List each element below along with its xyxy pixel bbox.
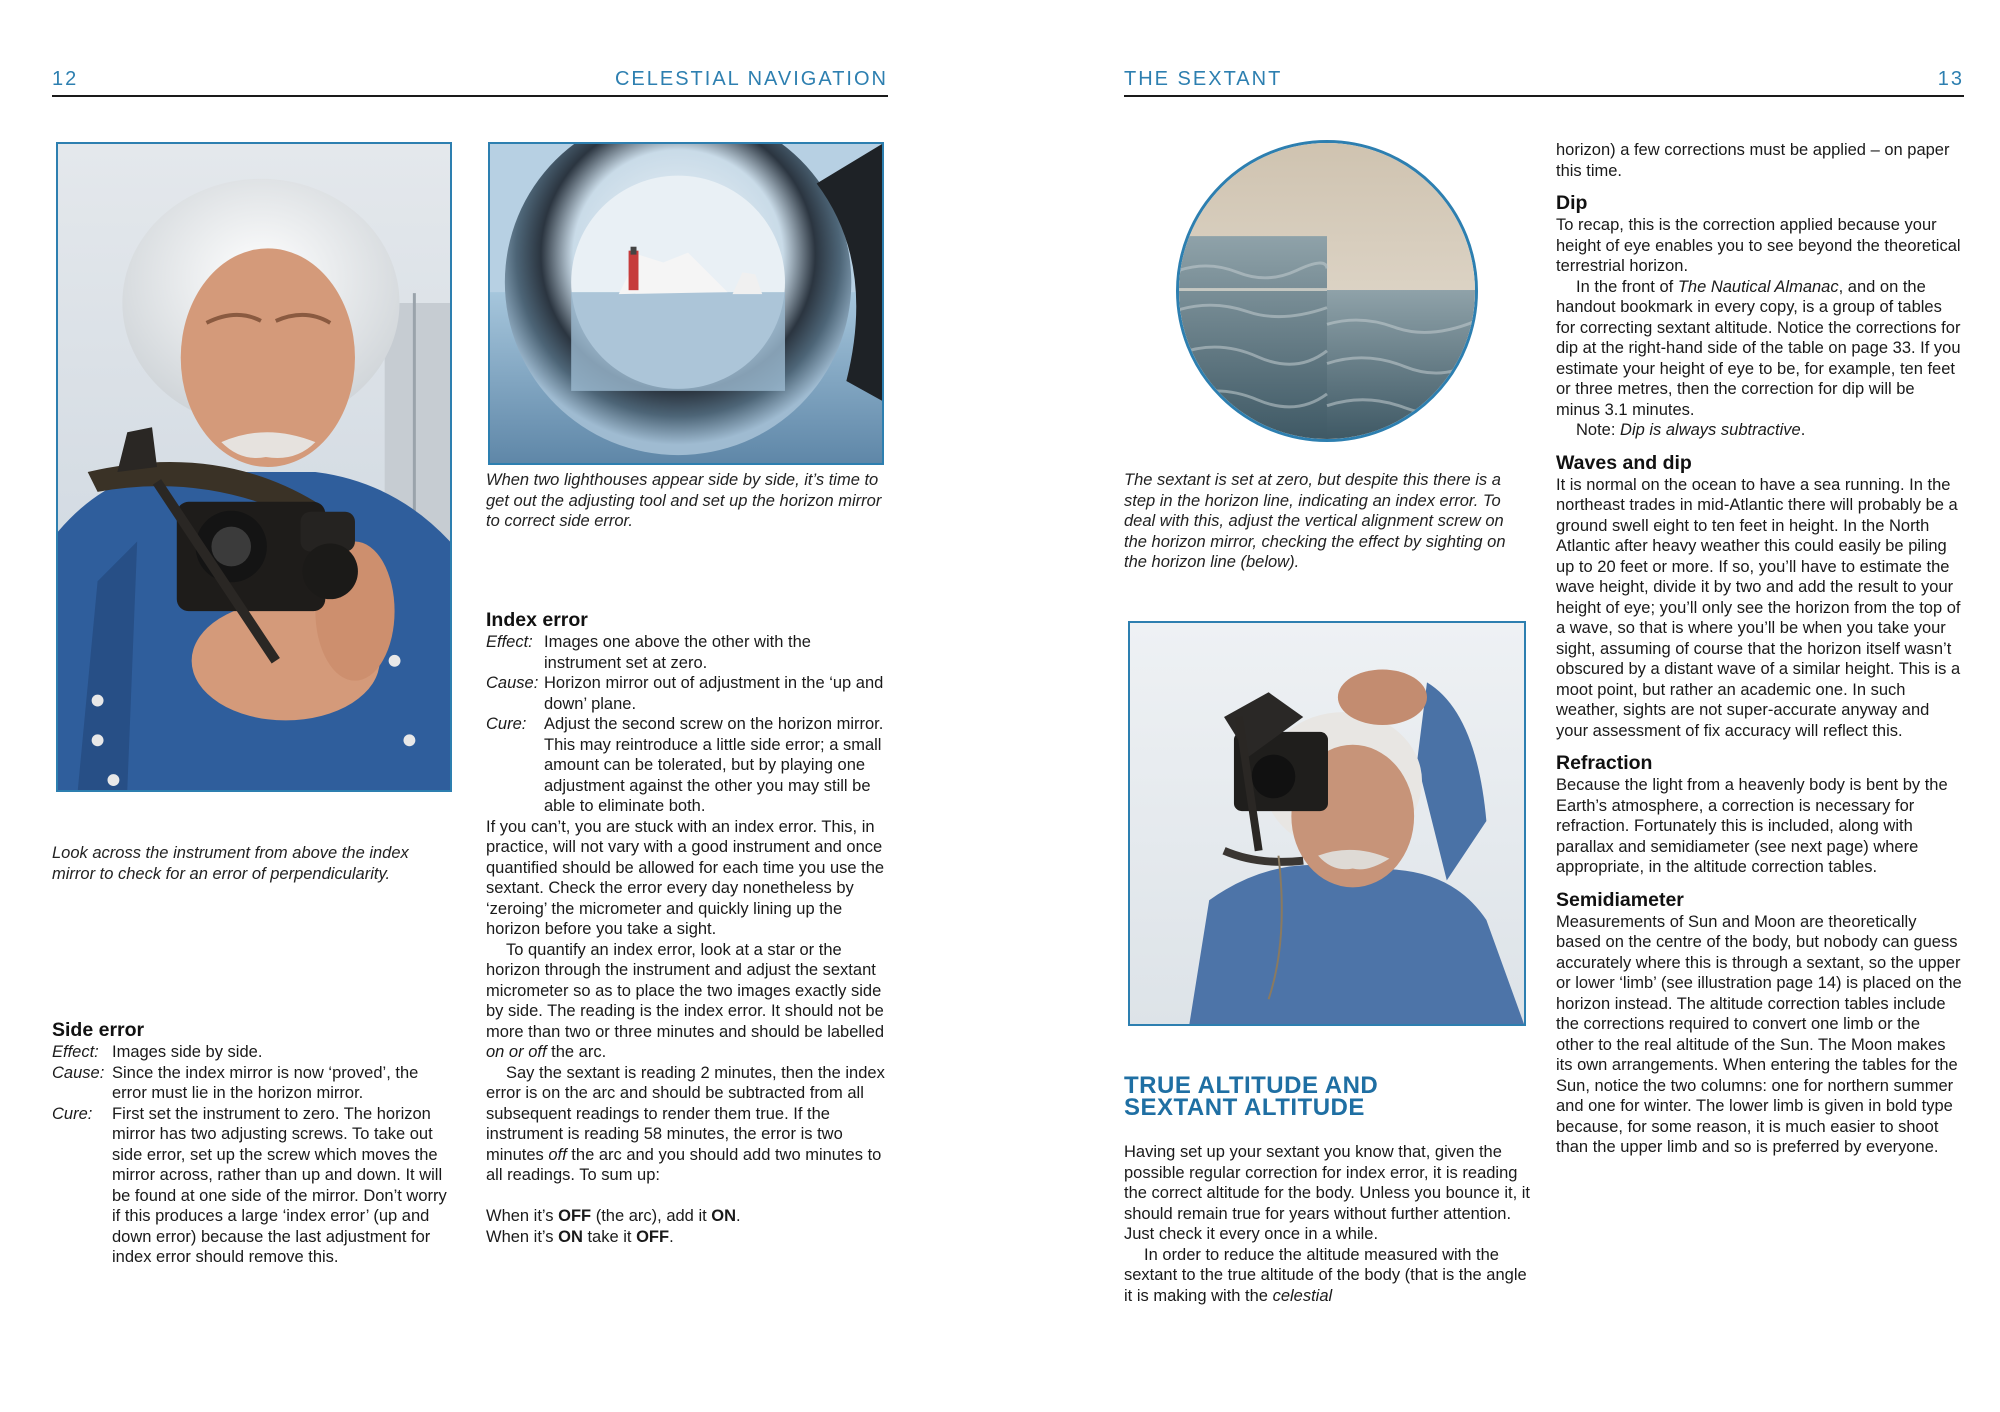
horizon-step-image [1179,143,1475,439]
running-head-right: THE SEXTANT [1124,68,1283,90]
semidiameter-heading: Semidiameter [1556,888,1684,911]
index-error-paragraph-3: Say the sextant is reading 2 minutes, then the index error is on the arc and should be subtracted from all subsequent readings to render them true. If the instrument is reading 58 minutes, the error is two minutes off the arc and you should add two minutes to all readings. To sum up: [486,1063,885,1184]
photo-man-sighting [1128,621,1526,1026]
side-error-section [52,1018,447,1268]
index-error-effect [486,632,888,673]
true-altitude-heading [1124,1072,1544,1121]
cause-text: Horizon mirror out of adjustment in the ‘up and down’ plane. [544,674,884,713]
index-error-cure [486,714,888,817]
side-error-cure [52,1104,447,1268]
photo1-caption: Look across the instrument from above the index mirror to check for an error of perpendicularity. [52,844,409,883]
side-error-heading: Side error [52,1019,145,1041]
dip-paragraph-1: To recap, this is the correction applied because your height of eye enables you to see beyond the theoretical terrestrial horizon. [1556,216,1961,275]
rule-off-add-on: When it’s OFF (the arc), add it ON. [486,1207,741,1225]
cure-text: Adjust the second screw on the horizon mirror. This may reintroduce a little side error; a small amount can be tolerated, but by playing one adjustment against the other you may still be able to eliminate both. [544,715,884,815]
running-head-left: CELESTIAL NAVIGATION [614,68,888,90]
circle-horizon-photo [1176,140,1478,442]
true-altitude-body [1124,1142,1530,1306]
cure-text: First set the instrument to zero. The horizon mirror has two adjusting screws. To take out side error, set up the screw which moves the mirror across, rather than up and down. It will be found at one side of the mirror. Don’t worry if this produces a large ‘index error’ (up and down error) because the last adjustment for index error should remove this. [112,1104,447,1266]
page-number-left: 12 [52,68,79,90]
rule-on-take-off: When it’s ON take it OFF. [486,1227,674,1246]
side-error-cause [52,1063,447,1104]
index-error-paragraph-2: To quantify an index error, look at a star or the horizon through the instrument and adjust the sextant micrometer so as to place the two images exactly side by side. The reading is the index error. It should not be more than two or three minutes and should be labelled on or off the arc. [486,940,885,1061]
true-altitude-paragraph-2: In order to reduce the altitude measured with the sextant to the true altitude of the body (that is the angle it is making with the celestial [1124,1245,1527,1305]
side-error-effect [52,1042,447,1063]
cause-label: Cause: [486,674,539,692]
effect-label: Effect: [486,633,533,651]
true-altitude-paragraph-1: Having set up your sextant you know that, given the possible regular correction for index error, it is reading the correct altitude for the body. Unless you bounce it, it should remain true for years without further attention. Just check it every once in a while. [1124,1143,1530,1243]
refraction-heading: Refraction [1556,752,1653,774]
true-altitude-heading-line2: SEXTANT ALTITUDE [1124,1094,1365,1121]
photo2-caption: When two lighthouses appear side by side, it’s time to get out the adjusting tool and set up the horizon mirror to correct side error. [486,471,882,530]
photo-man-with-sextant [56,142,452,792]
index-error-paragraph-1: If you can’t, you are stuck with an index error. This, in practice, will not vary with a good instrument and once quantified should be allowed for each time you use the sextant. Check the error every day nonetheless by ‘zeroing’ the micrometer and quickly lining up the horizon before you take a sight. [486,817,885,938]
cure-label: Cure: [486,715,527,733]
circle-photo-caption: The sextant is set at zero, but despite this there is a step in the horizon line, indicating an index error. To deal with this, adjust the vertical alignment screw on the horizon mirror, checking the effect by sighting on the horizon line (below). [1124,471,1506,571]
waves-paragraph: It is normal on the ocean to have a sea running. In the northeast trades in mid-Atlantic there will probably be a ground swell eight to ten feet in height. In the North Atlantic after heavy weather this could easily be piling up to 20 feet or more. If so, you’ll have to estimate the wave height, divide it by two and add the result to your height of eye; you’ll only see the horizon from the top of a wave, so that is where you’ll be when you take your sight, assuming of course that the horizon itself wasn’t obscured by a distant wave of a similar height. This is a moot point, but rather an academic one. In such weather, sights are not super-accurate anyway and your assessment of fix accuracy will reflect this. [1556,475,1961,740]
sighting-photo-image [1130,623,1524,1024]
cure-label: Cure: [52,1104,93,1123]
page-number-right: 13 [1937,68,1964,90]
header-rule-left [52,95,888,97]
true-altitude-continuation: horizon) a few corrections must be applied – on paper this time. [1556,141,1950,180]
semidiameter-paragraph: Measurements of Sun and Moon are theoretically based on the centre of the body, but nobody can guess accurately where this is through a sextant, so the upper or lower ‘limb’ (see illustration page 14) is placed on the horizon instead. The altitude correction tables include the corrections required to convert one limb or the other to the real altitude of the Sun. The Moon makes its own arrangements. When entering the tables for the Sun, notice the two columns: one for northern summer and one for winter. The lower limb is given in bold type because, for some reason, it is much easier to shoot than the upper limb and so is preferred by everyone. [1556,912,1962,1156]
index-error-section [486,608,888,1247]
true-altitude-heading-line1: TRUE ALTITUDE AND [1124,1072,1379,1099]
header-rule-right [1124,95,1964,97]
dip-paragraph-2: In the front of The Nautical Almanac, and on the handout bookmark in every copy, is a group of tables for correcting sextant altitude. Notice the corrections for dip at the right-hand side of the table on page 33. If you estimate your height of eye to be, for example, ten feet or three metres, then the correction for dip will be minus 3.1 minutes. [1556,277,1961,419]
effect-label: Effect: [52,1043,99,1061]
dip-heading: Dip [1556,192,1588,214]
sextant-photo-image [58,144,450,790]
lighthouse-photo-image [490,144,882,463]
cause-label: Cause: [52,1063,105,1082]
cause-text: Since the index mirror is now ‘proved’, the error must lie in the horizon mirror. [112,1063,419,1102]
dip-note: Note: Dip is always subtractive. [1576,421,1806,439]
photo-lighthouses [488,142,884,465]
effect-text: Images side by side. [112,1043,263,1061]
right-column [1556,140,1962,1158]
waves-heading: Waves and dip [1556,451,1692,474]
index-error-heading: Index error [486,609,588,631]
refraction-paragraph: Because the light from a heavenly body is bent by the Earth’s atmosphere, a correction is necessary for refraction. Fortunately this is included, along with parallax and semidiameter (see next page) where appropriate, in the altitude correction tables. [1556,776,1948,876]
effect-text: Images one above the other with the instrument set at zero. [544,633,811,672]
index-error-cause [486,673,888,714]
